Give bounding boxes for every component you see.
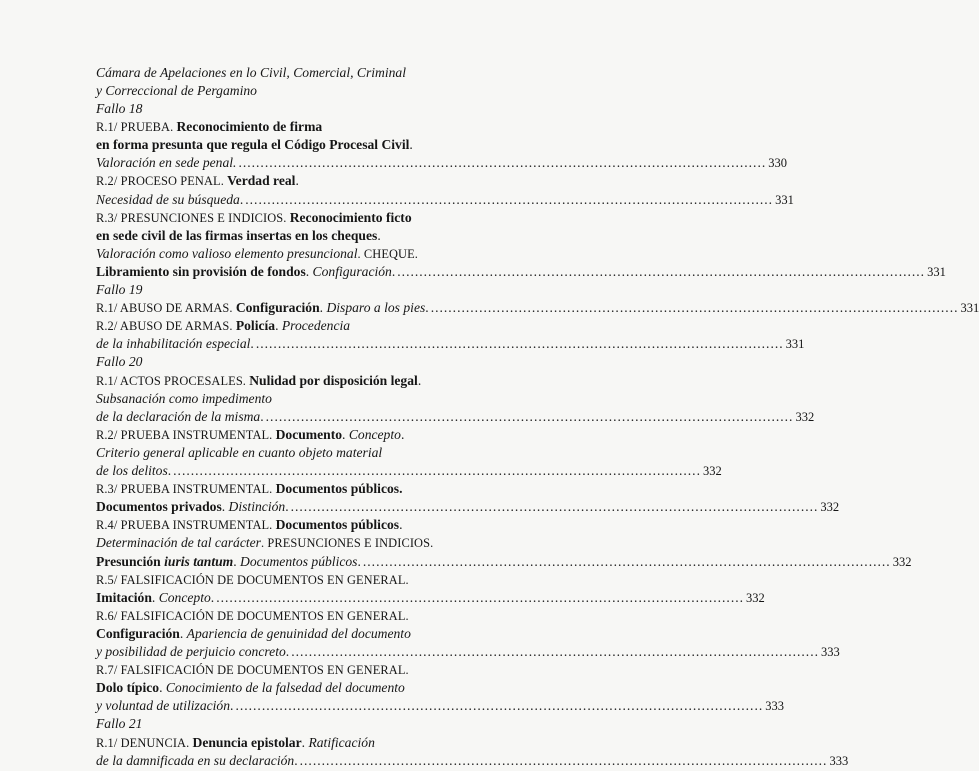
entry-text-segment: . CHEQUE. bbox=[358, 247, 418, 261]
entry-text-segment: de la inhabilitación especial bbox=[96, 336, 250, 351]
fallo-heading: Fallo 18 bbox=[96, 99, 534, 118]
entry-text-segment: Denuncia epistolar bbox=[193, 735, 302, 750]
entry-text bbox=[96, 190, 243, 209]
entry-line bbox=[96, 226, 534, 245]
entry-text-segment: Documentos públicos bbox=[240, 554, 357, 569]
page-number: 331 bbox=[961, 299, 979, 318]
leader-dots: ........................................................................................................................ bbox=[291, 642, 819, 661]
entry-text-segment: Policía bbox=[236, 318, 275, 333]
entry-text-segment: . bbox=[152, 590, 159, 605]
entry-text bbox=[96, 173, 299, 188]
entry-line bbox=[96, 515, 534, 534]
leader-dots: ........................................................................................................................ bbox=[173, 461, 701, 480]
entry-line bbox=[96, 479, 534, 498]
entry-text-segment: R.1/ DENUNCIA. bbox=[96, 736, 193, 750]
entry-text-segment: . PRESUNCIONES E INDICIOS. bbox=[261, 536, 433, 550]
entry-text-segment: . bbox=[260, 409, 263, 424]
entry-text-segment: R.7/ FALSIFICACIÓN DE DOCUMENTOS EN GENERAL. bbox=[96, 663, 409, 677]
fallo-heading: Fallo 19 bbox=[96, 280, 534, 299]
page-number: 332 bbox=[795, 408, 814, 427]
leader-dots: ........................................................................................................................ bbox=[397, 262, 925, 281]
entry-text-segment: . bbox=[180, 626, 187, 641]
entry-text bbox=[96, 391, 272, 406]
entry-text bbox=[96, 461, 171, 480]
page-number: 331 bbox=[927, 263, 946, 282]
entry-text bbox=[96, 572, 409, 587]
entry-text-segment: . bbox=[302, 735, 309, 750]
entry-text bbox=[96, 153, 236, 172]
entry-text bbox=[96, 137, 413, 152]
entry-text-segment: . bbox=[294, 753, 297, 768]
page-number: 331 bbox=[786, 335, 805, 354]
entry-text-segment: . bbox=[222, 499, 229, 514]
leader-dots: ........................................................................................................................ bbox=[300, 751, 828, 770]
entry-line bbox=[96, 678, 534, 697]
entry-text-segment: Configuración bbox=[236, 300, 320, 315]
page-number: 331 bbox=[775, 191, 794, 210]
entry-text-segment: . bbox=[230, 698, 233, 713]
entry-text-segment: . bbox=[159, 680, 166, 695]
entry-text-segment: de la declaración de la misma bbox=[96, 409, 260, 424]
entry-text-segment: y posibilidad de perjuicio concreto bbox=[96, 644, 286, 659]
entry-text-segment: Distinción bbox=[229, 499, 286, 514]
entry-text-segment: R.5/ FALSIFICACIÓN DE DOCUMENTOS EN GENERAL. bbox=[96, 573, 409, 587]
entry-line bbox=[96, 208, 534, 227]
entry-text-segment: R.2/ PRUEBA INSTRUMENTAL. bbox=[96, 428, 276, 442]
leader-dots: ........................................................................................................................ bbox=[266, 407, 794, 426]
page-number: 332 bbox=[746, 589, 765, 608]
entry-line bbox=[96, 570, 534, 589]
entry-text-segment: . bbox=[392, 264, 395, 279]
entry-text-segment: Documentos públicos bbox=[276, 517, 400, 532]
entry-line bbox=[96, 733, 534, 752]
entry-text-segment: . bbox=[240, 192, 243, 207]
entry-text-segment: Ratificación bbox=[308, 735, 374, 750]
entry-text-segment: Dolo típico bbox=[96, 680, 159, 695]
entry-text-segment: R.1/ ACTOS PROCESALES. bbox=[96, 374, 249, 388]
leader-dots: ........................................................................................................................ bbox=[245, 190, 773, 209]
leader-dots: ........................................................................................................................ bbox=[235, 696, 763, 715]
page-number: 332 bbox=[820, 498, 839, 517]
entry-text bbox=[96, 588, 214, 607]
entry-text-segment: Concepto bbox=[159, 590, 211, 605]
entry-text bbox=[96, 246, 418, 261]
entry-line bbox=[96, 316, 534, 335]
entry-text-segment: R.6/ FALSIFICACIÓN DE DOCUMENTOS EN GENERAL. bbox=[96, 609, 409, 623]
entry-text bbox=[96, 608, 409, 623]
entry-line bbox=[96, 371, 534, 390]
entry-line bbox=[96, 425, 534, 444]
entry-line-with-page bbox=[96, 407, 534, 426]
entry-text-segment: Disparo a los pies bbox=[326, 300, 425, 315]
entry-line-with-page bbox=[96, 497, 534, 516]
entry-line bbox=[96, 443, 534, 462]
entry-text-segment: . bbox=[401, 427, 404, 442]
entry-text-segment: . bbox=[320, 300, 327, 315]
entry-text-segment: . bbox=[211, 590, 214, 605]
entry-text-segment: Valoración en sede penal. bbox=[96, 155, 236, 170]
fallo-heading: Fallo 20 bbox=[96, 352, 534, 371]
entry-text-segment: . bbox=[357, 554, 360, 569]
entry-text bbox=[96, 751, 298, 770]
entry-line-with-page bbox=[96, 262, 534, 281]
entry-text-segment: Documentos públicos. bbox=[276, 481, 403, 496]
entry-text-segment: Verdad real bbox=[227, 173, 295, 188]
entry-text-segment: Nulidad por disposición legal bbox=[249, 373, 418, 388]
entry-text-segment: R.2/ ABUSO DE ARMAS. bbox=[96, 319, 236, 333]
entry-text-segment: Determinación de tal carácter bbox=[96, 535, 261, 550]
entry-text-segment: Subsanación como impedimento bbox=[96, 391, 272, 406]
page-number: 332 bbox=[703, 462, 722, 481]
entry-text-segment: . bbox=[399, 517, 402, 532]
leader-dots: ........................................................................................................................ bbox=[256, 334, 784, 353]
entry-text bbox=[96, 318, 350, 333]
entry-text bbox=[96, 445, 382, 460]
entry-text-segment: R.3/ PRUEBA INSTRUMENTAL. bbox=[96, 482, 276, 496]
entry-text bbox=[96, 662, 409, 677]
leader-dots: ........................................................................................................................ bbox=[291, 497, 819, 516]
entry-text-segment: Apariencia de genuinidad del documento bbox=[187, 626, 411, 641]
entry-line-with-page bbox=[96, 751, 534, 770]
entry-text-segment: . bbox=[168, 463, 171, 478]
entry-text bbox=[96, 298, 429, 318]
entry-text-segment: Libramiento sin provisión de fondos bbox=[96, 264, 306, 279]
entry-text-segment: Documento bbox=[276, 427, 342, 442]
entry-line-with-page bbox=[96, 153, 534, 172]
leader-dots: ........................................................................................................................ bbox=[363, 552, 891, 571]
entry-text bbox=[96, 334, 254, 353]
entry-text-segment: . bbox=[285, 499, 288, 514]
entry-line-with-page bbox=[96, 334, 534, 353]
entry-text-segment: . bbox=[418, 373, 421, 388]
entry-text bbox=[96, 735, 375, 750]
entry-text-segment: Configuración bbox=[313, 264, 392, 279]
entry-line-with-page bbox=[96, 642, 534, 661]
entry-text bbox=[96, 119, 322, 134]
entry-line bbox=[96, 606, 534, 625]
entry-line bbox=[96, 244, 534, 263]
entry-text bbox=[96, 680, 405, 695]
entry-text-segment: Concepto bbox=[349, 427, 401, 442]
page-number: 333 bbox=[765, 697, 784, 716]
leader-dots: ........................................................................................................................ bbox=[216, 588, 744, 607]
entry-text-segment: R.2/ PROCESO PENAL. bbox=[96, 174, 227, 188]
entry-text bbox=[96, 517, 402, 532]
entry-line bbox=[96, 624, 534, 643]
entry-text bbox=[96, 626, 411, 641]
entry-text-segment: Conocimiento de la falsedad del documento bbox=[166, 680, 405, 695]
entry-text bbox=[96, 407, 264, 426]
entry-text-segment: . bbox=[250, 336, 253, 351]
entry-line bbox=[96, 389, 534, 408]
entry-text bbox=[96, 552, 361, 571]
entry-text bbox=[96, 642, 289, 661]
entry-text bbox=[96, 262, 395, 281]
entry-text-segment: Criterio general aplicable en cuanto objeto material bbox=[96, 445, 382, 460]
entry-line-with-page bbox=[96, 552, 534, 571]
entry-text bbox=[96, 228, 381, 243]
entry-text-segment: Imitación bbox=[96, 590, 152, 605]
entry-text-segment: Reconocimiento de firma bbox=[176, 119, 322, 134]
entry-line-with-page bbox=[96, 696, 534, 715]
entry-text-segment: . bbox=[425, 300, 428, 315]
entry-text bbox=[96, 373, 421, 388]
entry-text-segment: Necesidad de su búsqueda bbox=[96, 192, 240, 207]
entry-text bbox=[96, 696, 233, 715]
entry-text bbox=[96, 535, 433, 550]
leader-dots: ........................................................................................................................ bbox=[431, 298, 959, 317]
entry-line bbox=[96, 533, 534, 552]
leader-dots: ........................................................................................................................ bbox=[238, 153, 766, 172]
entry-text-segment: Configuración bbox=[96, 626, 180, 641]
entry-text-segment: de los delitos bbox=[96, 463, 168, 478]
entry-text-segment: Documentos privados bbox=[96, 499, 222, 514]
entry-text-segment: . bbox=[295, 173, 298, 188]
entry-line-with-page bbox=[96, 461, 534, 480]
entry-text-segment: de la damnificada en su declaración bbox=[96, 753, 294, 768]
entry-text-segment: y voluntad de utilización bbox=[96, 698, 230, 713]
entry-text-segment: R.1/ ABUSO DE ARMAS. bbox=[96, 301, 236, 315]
page-number: 333 bbox=[829, 752, 848, 771]
entry-text bbox=[96, 497, 289, 516]
court-name-line-2: y Correccional de Pergamino bbox=[96, 81, 534, 100]
entry-text-segment: . bbox=[377, 228, 380, 243]
entry-text-segment: Valoración como valioso elemento presuncional bbox=[96, 246, 358, 261]
entry-text-segment: Reconocimiento ficto bbox=[290, 210, 412, 225]
entry-line-with-page bbox=[96, 588, 534, 607]
entry-text-segment: . bbox=[286, 644, 289, 659]
entry-text-segment: . bbox=[306, 264, 313, 279]
entry-text-segment: iuris tantum bbox=[164, 554, 233, 569]
fallo-heading: Fallo 21 bbox=[96, 714, 534, 733]
page-number: 332 bbox=[893, 553, 912, 572]
entry-text-segment: R.4/ PRUEBA INSTRUMENTAL. bbox=[96, 518, 276, 532]
entry-text-segment: . bbox=[409, 137, 412, 152]
entry-text-segment: . bbox=[275, 318, 282, 333]
page-number: 333 bbox=[821, 643, 840, 662]
page-number: 330 bbox=[768, 154, 787, 173]
entry-line-with-page bbox=[96, 190, 534, 209]
entry-text-segment: R.3/ PRESUNCIONES E INDICIOS. bbox=[96, 211, 290, 225]
entry-line bbox=[96, 660, 534, 679]
entry-text-segment: . bbox=[342, 427, 349, 442]
entry-text-segment: en forma presunta que regula el Código Procesal Civil bbox=[96, 137, 409, 152]
entry-line-with-page bbox=[96, 298, 534, 317]
entry-line bbox=[96, 117, 534, 136]
court-name-line-1: Cámara de Apelaciones en lo Civil, Comercial, Criminal bbox=[96, 63, 534, 82]
entry-text-segment: . bbox=[233, 554, 240, 569]
entry-text bbox=[96, 210, 412, 225]
entry-text-segment: R.1/ PRUEBA. bbox=[96, 120, 176, 134]
entry-line bbox=[96, 171, 534, 190]
entry-line bbox=[96, 135, 534, 154]
entry-text-segment: en sede civil de las firmas insertas en los cheques bbox=[96, 228, 377, 243]
entry-text bbox=[96, 481, 402, 496]
entry-text bbox=[96, 427, 404, 442]
entry-text-segment: Procedencia bbox=[282, 318, 350, 333]
entry-text-segment: Presunción bbox=[96, 554, 164, 569]
